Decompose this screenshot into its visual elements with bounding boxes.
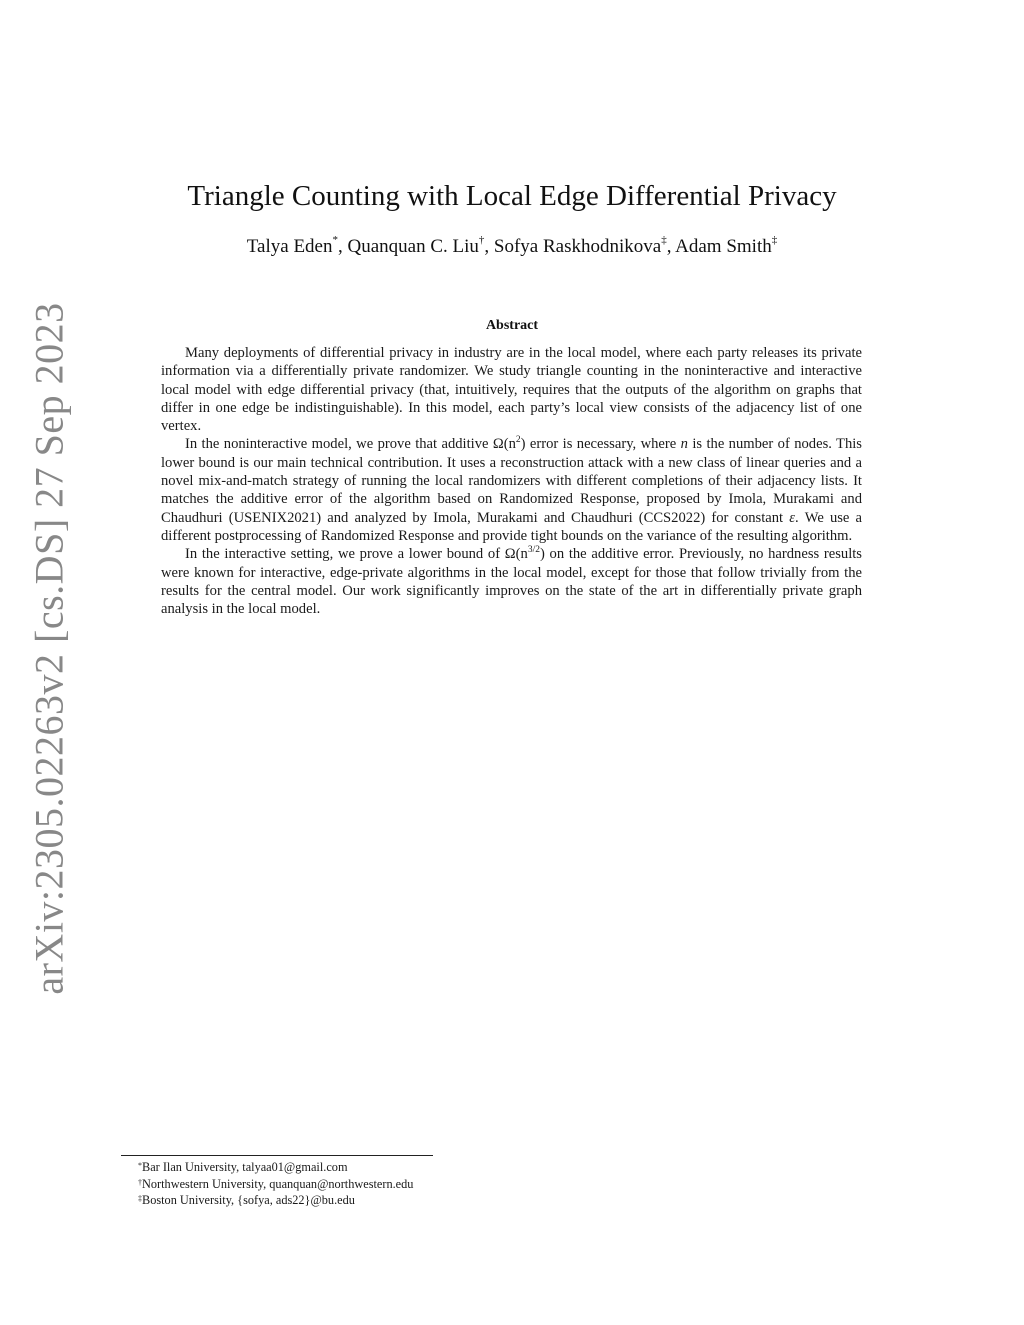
- author-separator: ,: [337, 236, 348, 257]
- arxiv-identifier: arXiv:2305.02263v2 [cs.DS] 27 Sep 2023: [26, 301, 72, 995]
- footnote-mark: ‡: [138, 1194, 142, 1203]
- arxiv-sidebar-stamp: [24, 301, 74, 995]
- abstract-paragraph: Many deployments of differential privacy in industry are in the local model, where each party releases its private information via a differentially private randomizer. We study triangle counting in the noninteractive and interactive local model with edge differential privacy (that, intuitively, requires that the outputs of the algorithm on graphs that differ in one edge be indistinguishable). In this model, each party’s local view consists of the adjacency list of one vertex.: [161, 345, 862, 435]
- author-affiliation-mark: †: [478, 234, 485, 246]
- footnote: [138, 1159, 638, 1176]
- abstract-heading: Abstract: [485, 318, 539, 333]
- author-name: Adam Smith: [675, 236, 772, 257]
- footnote-mark: *: [138, 1161, 142, 1170]
- footnote-text: Boston University, {sofya, ads22}@bu.edu: [142, 1193, 355, 1207]
- author-name: Sofya Raskhodnikova: [493, 236, 662, 257]
- abstract-paragraph: In the interactive setting, we prove a lower bound of $\Omega(n^{3/2})$ on the additive error. Previously, no hardness results were known for interactive, edge-private algorithms in the local model, except for those that follow trivially from the results for the central model. Our work significantly improves on the state of the art in differentially private graph analysis in the local model.: [161, 545, 862, 618]
- footnote-text: Bar Ilan University, talyaa01@gmail.com: [142, 1160, 348, 1174]
- abstract-body: [161, 344, 862, 618]
- author-affiliation-mark: *: [332, 234, 338, 246]
- author-name: Quanquan C. Liu: [347, 236, 479, 257]
- footnote: [138, 1176, 638, 1193]
- paper-title: Triangle Counting with Local Edge Differential Privacy: [187, 180, 837, 212]
- footnote-text: Northwestern University, quanquan@northwestern.edu: [142, 1176, 414, 1191]
- author-separator: ,: [666, 236, 676, 257]
- footnote: [138, 1192, 638, 1209]
- author-affiliation-mark: ‡: [661, 234, 667, 246]
- author-affiliation-mark: ‡: [771, 234, 778, 246]
- author-separator: ,: [484, 236, 494, 257]
- abstract-paragraph: In the noninteractive model, we prove that additive $\Omega(n^2)$ error is necessary, where n is the number of nodes. This lower bound is our main technical contribution. It uses a reconstruction attack with a new class of linear queries and a novel mix-and-match strategy of running the local randomizers with different completions of their adjacency lists. It matches the additive error of the algorithm based on Randomized Response, proposed by Imola, Murakami and Chaudhuri (USENIX2021) and analyzed by Imola, Murakami and Chaudhuri (CCS2022) for constant ε. We use a different postprocessing of Randomized Response and provide tight bounds on the variance of the resulting algorithm.: [161, 435, 862, 544]
- footnotes: [138, 1159, 638, 1209]
- author-list: [0, 236, 1024, 258]
- footnote-divider: [121, 1155, 433, 1156]
- author-name: Talya Eden: [246, 236, 333, 257]
- footnote-mark: †: [138, 1177, 142, 1187]
